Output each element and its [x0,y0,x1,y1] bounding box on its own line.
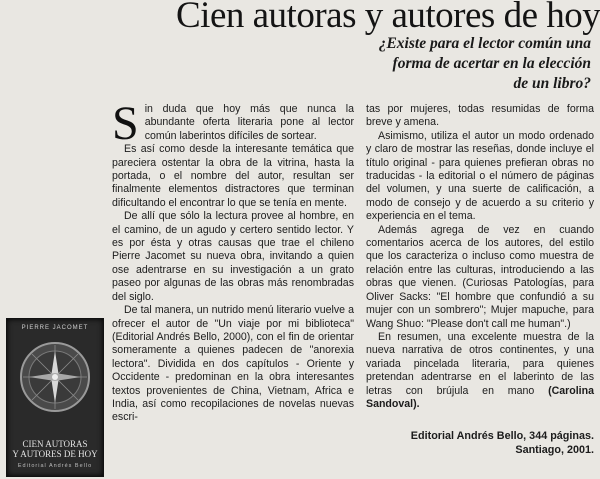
subtitle-line: forma de acertar en la elección [392,55,591,72]
credit-line: Editorial Andrés Bello, 344 páginas. [410,430,594,443]
book-cover-image [6,318,104,477]
book-cover-title-line: CIEN AUTORAS [22,439,88,449]
article-subtitle [226,34,591,94]
paragraph [112,97,354,150]
paragraph: De tal manera, un nutrido menú literario vuelve a ofrecer el autor de "Un viaje por mi biblioteca" (Editorial Andrés Bello, 2000), con el fin de orientar someramente a quienes padecen de "anorexia lectora". Dividida en dos capítulos - Oriente y Occidente - predominan en la obra interesantes textos provenientes de China, Vietnam, Africa e India, así como recopilaciones de novelas nuevas escri- [112,304,354,424]
paragraph: tas por mujeres, todas resumidas de forma breve y amena. [366,103,594,129]
credit-line: Santiago, 2001. [515,444,594,457]
book-cover-publisher: Editorial Andrés Bello [17,463,93,469]
compass-icon [17,339,93,415]
paragraph-text: En resumen, una excelente muestra de la nueva narrativa de otros continentes, y una variada pincelada literaria, para quienes pretendan adentrarse en el laberinto de las letras con brújula en mano [366,330,594,397]
paragraph: Además agrega de vez en cuando comentarios acerca de los autores, del estilo que los caracteriza o incluso como muestra de relación entre las culturas, introduciendo a las obras que vienen. (Curiosas Patologías, para Oliver Sacks: "El hombre que confundió a su mujer con un sombrero"; Mujer mapuche, para Wang Shuo: "Please don't call me human".) [366,223,594,330]
paragraph: Asimismo, utiliza el autor un modo ordenado y claro de mostrar las reseñas, donde incluye el título original - para quienes prefieran obras no traducidas - la editorial o el número de páginas del volumen, y una suerte de calificación, a modo de consejo y de acuerdo a su criterio y experiencia en el tema. [366,129,594,223]
publication-credit [366,429,594,457]
paragraph: De allí que sólo la lectura provee al hombre, en el camino, de un agudo y certero sentido lector. Y es por ésta y otras causas que trae el chileno Pierre Jacomet su nueva obra, invitando a quien ose adentrarse en su investigación a un grato paseo por algunas de las obras más renombradas del siglo. [112,210,354,303]
author-signature: (Carolina Sandoval). [366,384,594,410]
book-cover-title [7,439,103,459]
article-title: Cien autoras y autores de hoy [176,0,600,36]
paragraph: Es así como desde la interesante temática que pareciera ostentar la obra de la vitrina, hasta la portada, o el nombre del autor, resultan ser finalmente elementos distractores que terminan dificultando el encontrar lo que se tenía en mente. [112,143,354,209]
book-cover-title-line: Y AUTORES DE HOY [12,449,98,459]
article-column-right [366,103,594,457]
drop-cap: S [112,97,139,150]
subtitle-line: ¿Existe para el lector común una [378,35,591,52]
article-column-left [112,97,354,425]
paragraph-text: in duda que hoy más que nunca la abundante oferta literaria pone al lector común laberintos difíciles de sortear. [144,103,354,142]
subtitle-line: de un libro? [513,75,591,92]
book-cover-author: PIERRE JACOMET [21,325,89,331]
paragraph [366,331,594,411]
